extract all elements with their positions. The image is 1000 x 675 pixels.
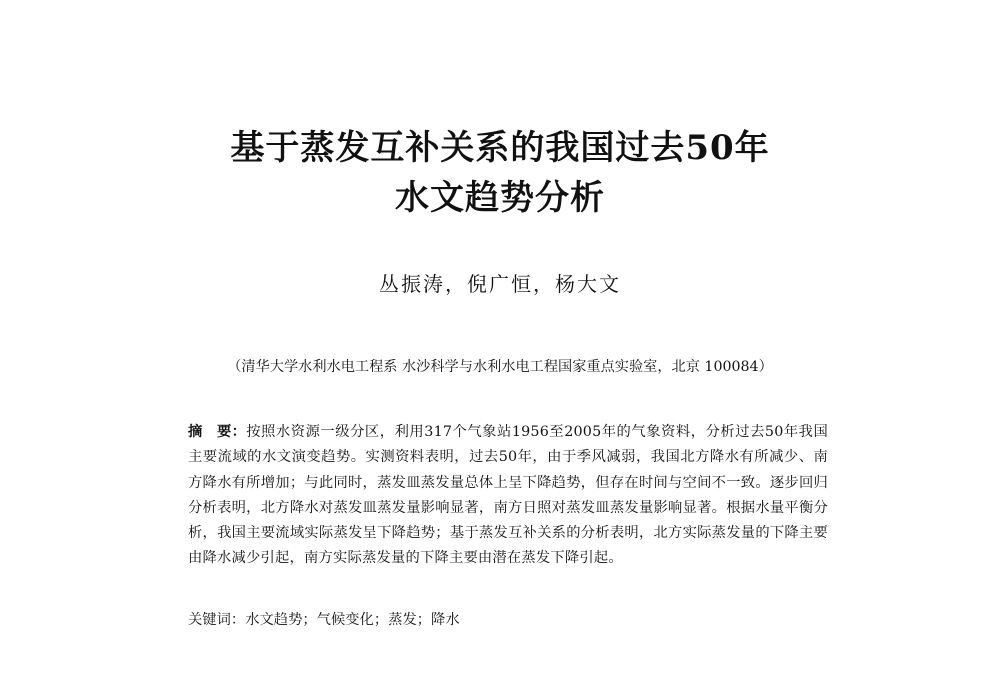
paper-keywords xyxy=(188,608,828,632)
paper-affiliation: （清华大学水利水电工程系 水沙科学与水利水电工程国家重点实验室，北京 100084） xyxy=(227,359,773,375)
abstract-label xyxy=(188,424,246,440)
keywords-label: 关键词： xyxy=(188,612,246,628)
paper-authors: 丛振涛，倪广恒，杨大文 xyxy=(379,272,621,296)
keywords-text: 水文趋势；气候变化；蒸发；降水 xyxy=(245,612,460,628)
abstract-label-char-1: 摘 xyxy=(188,424,203,440)
paper-abstract xyxy=(188,420,828,572)
abstract-label-char-2: 要： xyxy=(216,424,247,440)
paper-title-line-1: 基于蒸发互补关系的我国过去50年 xyxy=(230,128,770,168)
abstract-text: 按照水资源一级分区，利用317个气象站1956至2005年的气象资料，分析过去50年我国主要流域的水文演变趋势。实测资料表明，过去50年，由于季风减弱，我国北方降水有所减少、南方降水有所增加；与此同时，蒸发皿蒸发量总体上呈下降趋势，但存在时间与空间不一致。逐步回归分析表明，北方降水对蒸发皿蒸发量影响显著，南方日照对蒸发皿蒸发量影响显著。根据水量平衡分析，我国主要流域实际蒸发呈下降趋势；基于蒸发互补关系的分析表明，北方实际蒸发量的下降主要由降水减少引起，南方实际蒸发量的下降主要由潜在蒸发下降引起。 xyxy=(188,424,829,567)
paper-title-line-2: 水文趋势分析 xyxy=(395,178,605,218)
